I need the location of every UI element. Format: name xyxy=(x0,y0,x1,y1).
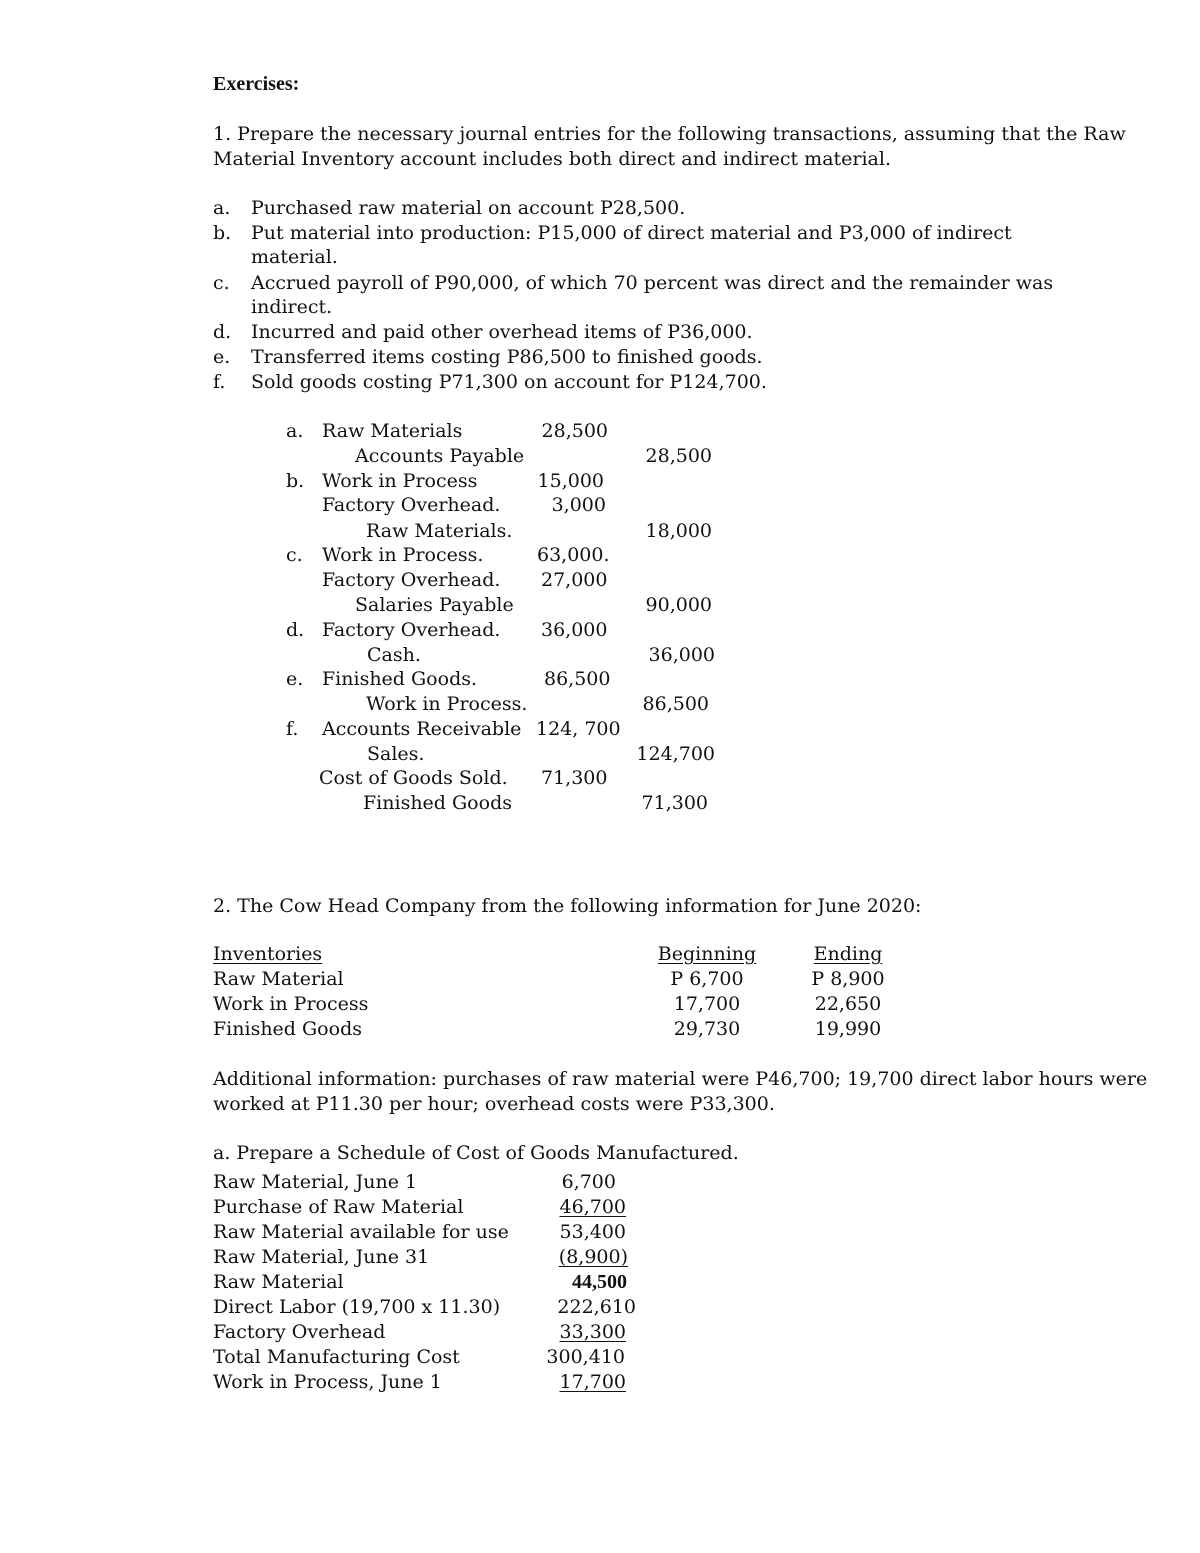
journal-account: Sales. xyxy=(367,743,425,765)
inventory-row-label: Raw Material xyxy=(213,968,344,990)
journal-credit: 71,300 xyxy=(641,792,708,814)
journal-debit: 36,000 xyxy=(541,619,608,641)
q1-prompt-line1: 1. Prepare the necessary journal entries for the following transactions, assuming that the Raw xyxy=(213,123,1126,145)
journal-debit: 28,500 xyxy=(541,420,608,442)
ending-header: Ending xyxy=(813,943,883,965)
q1-item-letter: d. xyxy=(213,321,232,343)
schedule-value: 6,700 xyxy=(561,1171,616,1193)
q1-item-text-cont: material. xyxy=(251,246,338,268)
schedule-label: Total Manufacturing Cost xyxy=(213,1346,460,1368)
journal-account: Work in Process. xyxy=(366,693,528,715)
inventory-beginning: 17,700 xyxy=(673,993,741,1015)
schedule-label: Raw Material available for use xyxy=(213,1221,509,1243)
schedule-label: Raw Material, June 1 xyxy=(213,1171,418,1193)
schedule-value: (8,900) xyxy=(558,1246,628,1268)
inventory-beginning: 29,730 xyxy=(673,1018,741,1040)
journal-debit: 15,000 xyxy=(537,470,604,492)
journal-letter: f. xyxy=(286,718,299,740)
inventory-ending: 19,990 xyxy=(814,1018,882,1040)
inventory-beginning: P 6,700 xyxy=(670,968,744,990)
inventory-row-label: Work in Process xyxy=(213,993,369,1015)
q1-item-letter: c. xyxy=(213,272,230,294)
q1-item-letter: a. xyxy=(213,197,231,219)
schedule-value-bold: 44,500 xyxy=(572,1271,627,1293)
journal-letter: d. xyxy=(286,619,305,641)
journal-account: Raw Materials xyxy=(322,420,463,442)
q1-prompt-line2: Material Inventory account includes both direct and indirect material. xyxy=(213,148,891,170)
inventory-row-label: Finished Goods xyxy=(213,1018,362,1040)
q1-item-text-cont: indirect. xyxy=(251,296,333,318)
journal-debit: 124, 700 xyxy=(536,718,621,740)
journal-credit: 36,000 xyxy=(648,644,715,666)
additional-info-line2: worked at P11.30 per hour; overhead costs were P33,300. xyxy=(213,1093,775,1115)
schedule-value: 222,610 xyxy=(557,1296,636,1318)
journal-account: Raw Materials. xyxy=(366,520,513,542)
q1-item-letter: b. xyxy=(213,222,232,244)
schedule-value: 53,400 xyxy=(559,1221,626,1243)
q1-item-letter: f. xyxy=(213,371,226,393)
journal-credit: 18,000 xyxy=(645,520,712,542)
journal-debit: 63,000. xyxy=(537,544,610,566)
journal-debit: 71,300 xyxy=(541,767,608,789)
journal-account: Factory Overhead. xyxy=(322,619,501,641)
inventories-header: Inventories xyxy=(213,943,323,965)
beginning-header: Beginning xyxy=(657,943,757,965)
journal-account: Work in Process xyxy=(322,470,478,492)
q1-item-text: Put material into production: P15,000 of direct material and P3,000 of indirect xyxy=(251,222,1012,244)
q1-item-text: Accrued payroll of P90,000, of which 70 percent was direct and the remainder was xyxy=(251,272,1054,294)
journal-account: Finished Goods xyxy=(363,792,512,814)
schedule-value: 46,700 xyxy=(559,1196,626,1218)
journal-account: Factory Overhead. xyxy=(322,494,501,516)
journal-account: Work in Process. xyxy=(322,544,484,566)
journal-account: Accounts Receivable xyxy=(322,718,522,740)
journal-account: Cash. xyxy=(367,644,421,666)
q2-prompt: 2. The Cow Head Company from the following information for June 2020: xyxy=(213,895,922,917)
journal-account: Factory Overhead. xyxy=(322,569,501,591)
schedule-value: 33,300 xyxy=(559,1321,626,1343)
journal-credit: 90,000 xyxy=(645,594,712,616)
journal-account: Cost of Goods Sold. xyxy=(319,767,508,789)
exercises-heading: Exercises: xyxy=(213,73,300,95)
additional-info-line1: Additional information: purchases of raw material were P46,700; 19,700 direct labor hours were xyxy=(213,1068,1148,1090)
q1-item-text: Incurred and paid other overhead items of P36,000. xyxy=(251,321,753,343)
q1-item-letter: e. xyxy=(213,346,231,368)
part-a-prompt: a. Prepare a Schedule of Cost of Goods Manufactured. xyxy=(213,1142,739,1164)
q1-item-text: Sold goods costing P71,300 on account for P124,700. xyxy=(251,371,767,393)
journal-letter: a. xyxy=(286,420,304,442)
q1-item-text: Transferred items costing P86,500 to finished goods. xyxy=(251,346,763,368)
schedule-label: Direct Labor (19,700 x 11.30) xyxy=(213,1296,501,1318)
schedule-label: Raw Material, June 31 xyxy=(213,1246,430,1268)
journal-account: Salaries Payable xyxy=(355,594,514,616)
schedule-label: Purchase of Raw Material xyxy=(213,1196,464,1218)
inventory-ending: 22,650 xyxy=(814,993,882,1015)
journal-debit: 86,500 xyxy=(544,668,611,690)
journal-letter: e. xyxy=(286,668,304,690)
journal-letter: c. xyxy=(286,544,303,566)
journal-debit: 3,000 xyxy=(551,494,606,516)
schedule-label: Raw Material xyxy=(213,1271,344,1293)
journal-credit: 86,500 xyxy=(642,693,709,715)
journal-credit: 28,500 xyxy=(645,445,712,467)
schedule-label: Factory Overhead xyxy=(213,1321,386,1343)
schedule-value: 300,410 xyxy=(546,1346,625,1368)
journal-account: Accounts Payable xyxy=(355,445,525,467)
journal-letter: b. xyxy=(286,470,305,492)
journal-debit: 27,000 xyxy=(541,569,608,591)
schedule-value: 17,700 xyxy=(559,1371,626,1393)
journal-account: Finished Goods. xyxy=(322,668,478,690)
journal-credit: 124,700 xyxy=(636,743,715,765)
schedule-label: Work in Process, June 1 xyxy=(213,1371,442,1393)
q1-item-text: Purchased raw material on account P28,500. xyxy=(251,197,686,219)
inventory-ending: P 8,900 xyxy=(811,968,885,990)
